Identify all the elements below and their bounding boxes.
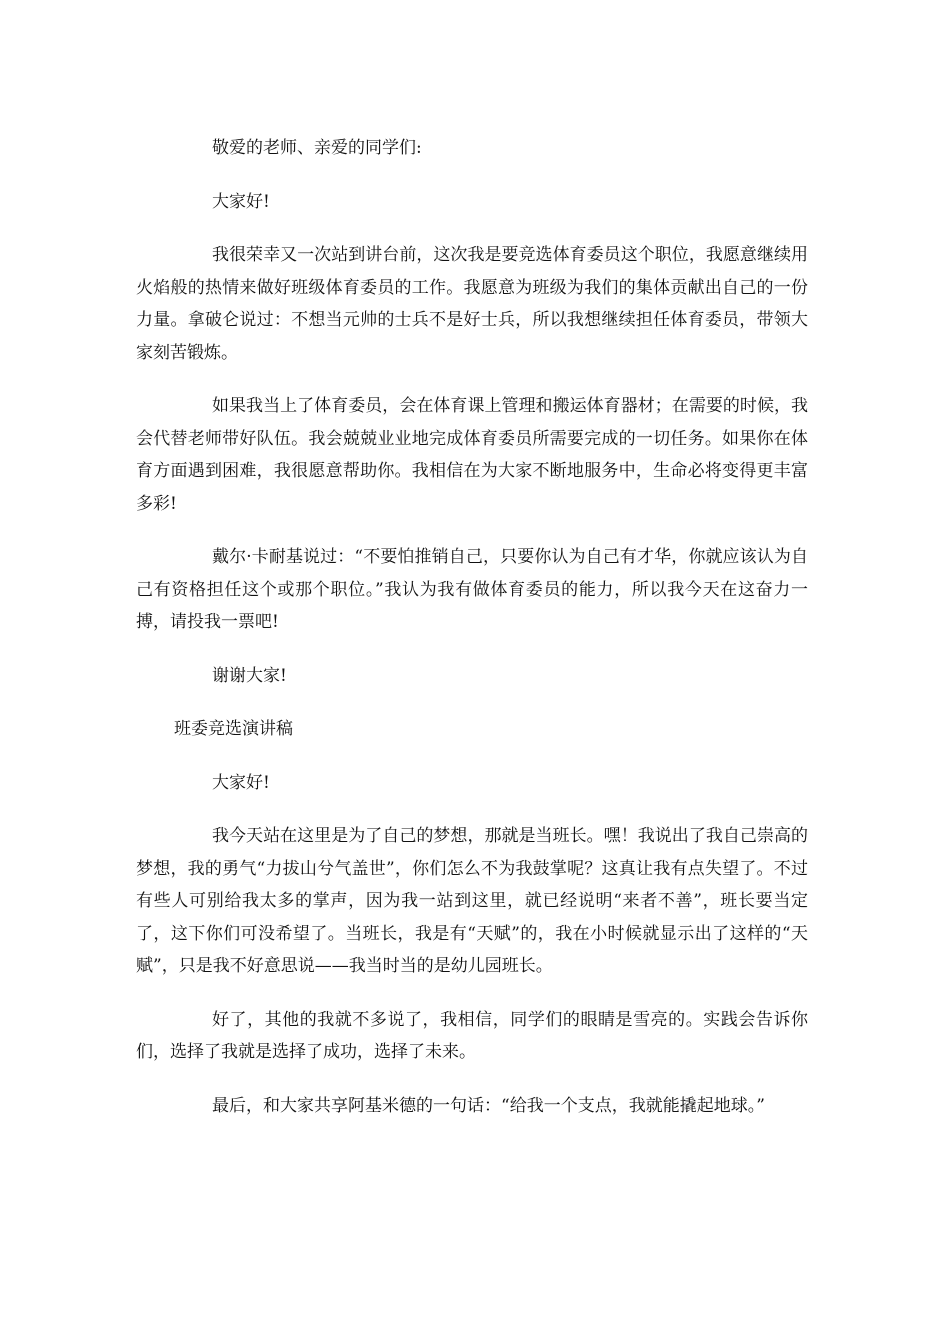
body-paragraph: 好了，其他的我就不多说了，我相信，同学们的眼睛是雪亮的。实践会告诉你们，选择了我就是选择了成功，选择了未来。: [136, 1009, 808, 1062]
hello-line: 大家好!: [212, 191, 270, 212]
hello-line: 大家好!: [212, 772, 270, 793]
body-paragraph: 最后，和大家共享阿基米德的一句话：“给我一个支点，我就能撬起地球。”: [212, 1095, 765, 1116]
greeting-line: 敬爱的老师、亲爱的同学们:: [212, 138, 422, 158]
thanks-line: 谢谢大家!: [212, 665, 287, 686]
body-paragraph: 我很荣幸又一次站到讲台前，这次我是要竞选体育委员这个职位，我愿意继续用火焰般的热情来做好班级体育委员的工作。我愿意为班级为我们的集体贡献出自己的一份力量。拿破仑说过：不想当元帅的士兵不是好士兵，所以我想继续担任体育委员，带领大家刻苦锻炼。: [136, 245, 808, 363]
body-paragraph: 我今天站在这里是为了自己的梦想，那就是当班长。嘿！我说出了我自己崇高的梦想，我的勇气“力拔山兮气盖世”，你们怎么不为我鼓掌呢？这真让我有点失望了。不过有些人可别给我太多的掌声，因为我一站到这里，就已经说明“来者不善”，班长要当定了，这下你们可没希望了。当班长，我是有“天赋”的，我在小时候就显示出了这样的“天赋”，只是我不好意思说——我当时当的是幼儿园班长。: [136, 826, 808, 976]
body-paragraph: 如果我当上了体育委员，会在体育课上管理和搬运体育器材；在需要的时候，我会代替老师带好队伍。我会兢兢业业地完成体育委员所需要完成的一切任务。如果你在体育方面遇到困难，我很愿意帮助你。我相信在为大家不断地服务中，生命必将变得更丰富多彩!: [136, 396, 808, 514]
section-title: 班委竞选演讲稿: [174, 719, 293, 739]
document-body: [136, 132, 808, 1143]
body-paragraph: 戴尔·卡耐基说过：“不要怕推销自己，只要你认为自己有才华，你就应该认为自己有资格担任这个或那个职位。”我认为我有做体育委员的能力，所以我今天在这奋力一搏，请投我一票吧!: [136, 547, 808, 632]
